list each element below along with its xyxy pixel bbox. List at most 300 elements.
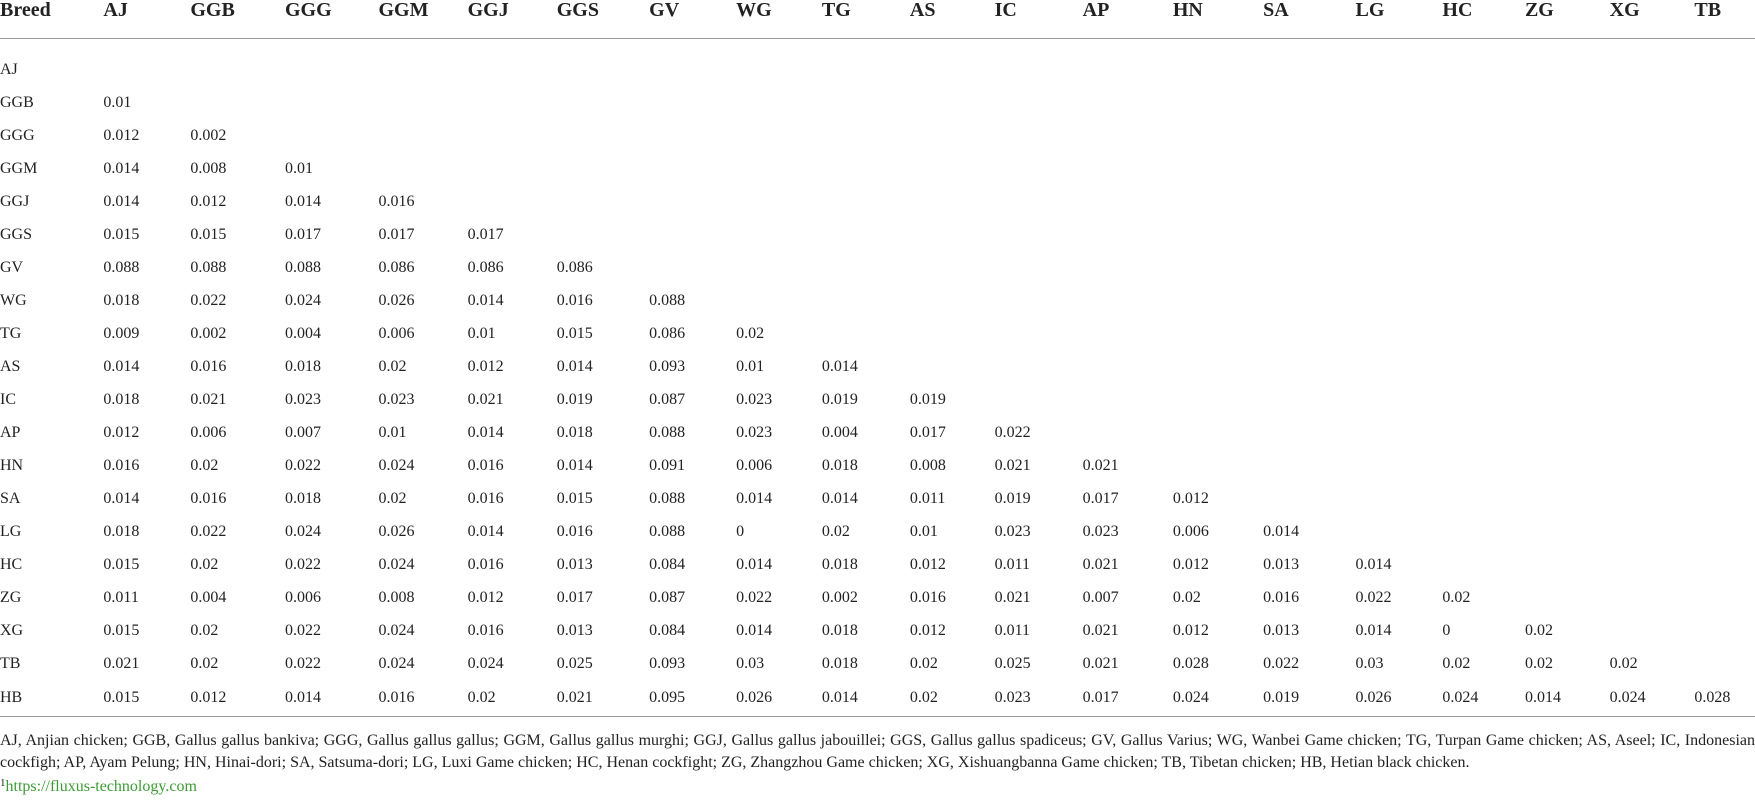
- distance-cell: 0.004: [821, 423, 858, 441]
- distance-cell: [1442, 416, 1525, 449]
- distance-cell: 0.022: [1263, 654, 1300, 672]
- distance-cell: [649, 119, 736, 152]
- distance-cell: [557, 119, 649, 152]
- distance-cell: [1083, 317, 1173, 350]
- table-header: [0, 0, 1755, 39]
- distance-cell: 0.088: [190, 258, 227, 276]
- distance-cell: [1525, 86, 1610, 119]
- distance-cell: 0.086: [467, 258, 504, 276]
- distance-cell: [1442, 39, 1525, 87]
- distance-cell: 0.01: [909, 522, 938, 540]
- distance-cell: [1525, 350, 1610, 383]
- table-row: [0, 350, 1755, 383]
- distance-cell: 0.018: [821, 555, 858, 573]
- distance-cell: [649, 86, 736, 119]
- distance-cell: [468, 86, 557, 119]
- distance-cell: 0.016: [1263, 588, 1300, 606]
- header-col-hn: HN: [1173, 0, 1263, 39]
- distance-cell: 0.016: [190, 357, 227, 375]
- distance-cell: 0.019: [1263, 680, 1355, 717]
- distance-cell: [1694, 317, 1755, 350]
- distance-cell: [822, 317, 910, 350]
- distance-cell: 0.014: [467, 423, 504, 441]
- distance-cell: [736, 152, 822, 185]
- distance-cell: [468, 152, 557, 185]
- table-row: [0, 284, 1755, 317]
- distance-cell: 0.01: [284, 159, 313, 177]
- distance-cell: 0.022: [190, 522, 227, 540]
- distance-cell: [378, 39, 467, 87]
- distance-cell: [1263, 218, 1355, 251]
- distance-cell: 0.012: [909, 621, 946, 639]
- distance-cell: 0.016: [467, 621, 504, 639]
- distance-cell: [995, 251, 1083, 284]
- distance-cell: [910, 39, 995, 87]
- distance-cell: [736, 86, 822, 119]
- distance-cell: 0.021: [1082, 555, 1119, 573]
- distance-cell: [1442, 185, 1525, 218]
- distance-cell: 0.016: [556, 522, 593, 540]
- distance-cell: 0.018: [821, 456, 858, 474]
- distance-cell: [1083, 39, 1173, 87]
- distance-cell: [1173, 383, 1263, 416]
- distance-cell: [1173, 416, 1263, 449]
- distance-cell: [1442, 515, 1525, 548]
- distance-cell: 0.014: [103, 192, 140, 210]
- distance-cell: 0.004: [284, 324, 321, 342]
- distance-cell: 0.01: [467, 324, 496, 342]
- distance-cell: 0.014: [467, 522, 504, 540]
- distance-cell: 0.022: [284, 654, 321, 672]
- distance-cell: 0.018: [821, 621, 858, 639]
- row-label: GGS: [0, 225, 33, 243]
- distance-cell: 0.02: [1442, 588, 1471, 606]
- distance-cell: [1442, 350, 1525, 383]
- distance-cell: [1083, 218, 1173, 251]
- row-label: TG: [0, 324, 22, 342]
- row-label: GGG: [0, 126, 35, 144]
- distance-cell: [1442, 449, 1525, 482]
- distance-cell: [1694, 152, 1755, 185]
- distance-cell: 0.019: [556, 390, 593, 408]
- table-row: [0, 581, 1755, 614]
- distance-cell: 0.002: [190, 324, 227, 342]
- fluxus-link[interactable]: https://fluxus-technology.com: [5, 778, 197, 795]
- footnote-link-line: [0, 777, 197, 797]
- distance-cell: [1173, 218, 1263, 251]
- distance-cell: [910, 251, 995, 284]
- distance-cell: 0.01: [103, 93, 132, 111]
- distance-cell: [1173, 185, 1263, 218]
- distance-cell: [1263, 350, 1355, 383]
- distance-cell: [736, 218, 822, 251]
- distance-cell: [1356, 350, 1443, 383]
- distance-cell: 0.02: [190, 621, 219, 639]
- distance-cell: 0.093: [649, 654, 686, 672]
- distance-cell: 0.026: [1356, 680, 1443, 717]
- distance-cell: 0.014: [1263, 522, 1300, 540]
- distance-cell: 0.013: [1263, 621, 1300, 639]
- distance-cell: 0.016: [467, 555, 504, 573]
- distance-cell: [1356, 416, 1443, 449]
- distance-cell: 0.006: [378, 324, 415, 342]
- distance-cell: 0.02: [1609, 654, 1638, 672]
- distance-cell: [1083, 251, 1173, 284]
- distance-cell: 0.017: [556, 588, 593, 606]
- header-col-tb: TB: [1694, 0, 1755, 39]
- distance-cell: 0.025: [556, 654, 593, 672]
- distance-cell: [1694, 350, 1755, 383]
- distance-cell: 0.016: [467, 489, 504, 507]
- distance-cell: 0.008: [909, 456, 946, 474]
- distance-cell: 0.002: [190, 126, 227, 144]
- distance-cell: [1610, 284, 1695, 317]
- distance-cell: 0.084: [649, 621, 686, 639]
- distance-cell: [1263, 482, 1355, 515]
- distance-cell: [822, 39, 910, 87]
- distance-cell: 0.006: [190, 423, 227, 441]
- distance-cell: [736, 284, 822, 317]
- distance-cell: [1525, 383, 1610, 416]
- distance-cell: 0.014: [736, 621, 773, 639]
- row-label: LG: [0, 522, 22, 540]
- distance-cell: 0.014: [821, 357, 858, 375]
- distance-cell: [1525, 482, 1610, 515]
- distance-cell: 0.023: [995, 680, 1083, 717]
- distance-cell: 0.02: [736, 324, 765, 342]
- row-label: ZG: [0, 588, 22, 606]
- table-row: [0, 119, 1755, 152]
- distance-cell: [1173, 119, 1263, 152]
- distance-cell: [1263, 152, 1355, 185]
- distance-cell: 0.014: [1525, 680, 1610, 717]
- distance-cell: 0.028: [1172, 654, 1209, 672]
- distance-cell: [910, 350, 995, 383]
- distance-cell: 0.084: [649, 555, 686, 573]
- distance-cell: 0.021: [557, 680, 649, 717]
- distance-cell: 0.02: [1442, 654, 1471, 672]
- table-row: [0, 548, 1755, 581]
- header-col-xg: XG: [1610, 0, 1695, 39]
- distance-cell: [1442, 119, 1525, 152]
- distance-cell: 0.006: [284, 588, 321, 606]
- distance-cell: 0.024: [284, 522, 321, 540]
- distance-cell: [468, 185, 557, 218]
- distance-cell: [649, 185, 736, 218]
- distance-cell: [1173, 284, 1263, 317]
- distance-cell: 0.012: [909, 555, 946, 573]
- distance-cell: [736, 185, 822, 218]
- distance-cell: 0.03: [736, 654, 765, 672]
- distance-cell: [1694, 185, 1755, 218]
- distance-cell: [1610, 482, 1695, 515]
- distance-cell: 0.091: [649, 456, 686, 474]
- table-row: [0, 152, 1755, 185]
- distance-cell: 0.013: [556, 621, 593, 639]
- row-label: SA: [0, 489, 21, 507]
- distance-cell: 0.014: [103, 159, 140, 177]
- distance-cell: [1356, 284, 1443, 317]
- distance-cell: [1525, 515, 1610, 548]
- distance-cell: 0.028: [1694, 680, 1755, 717]
- distance-cell: [910, 317, 995, 350]
- distance-cell: 0.026: [378, 522, 415, 540]
- distance-cell: 0.017: [284, 225, 321, 243]
- distance-cell: [910, 185, 995, 218]
- distance-cell: 0.012: [190, 680, 285, 717]
- distance-cell: 0.015: [103, 680, 190, 717]
- distance-cell: [285, 119, 379, 152]
- distance-cell: 0: [736, 522, 745, 540]
- distance-cell: 0.024: [1610, 680, 1695, 717]
- distance-cell: [1610, 416, 1695, 449]
- distance-cell: [1173, 317, 1263, 350]
- distance-cell: 0.022: [1355, 588, 1392, 606]
- distance-cell: [285, 86, 379, 119]
- distance-cell: [1525, 119, 1610, 152]
- header-col-ggm: GGM: [378, 0, 467, 39]
- distance-cell: 0.016: [103, 456, 140, 474]
- distance-cell: 0.012: [467, 588, 504, 606]
- distance-cell: [1356, 152, 1443, 185]
- distance-cell: 0.088: [649, 423, 686, 441]
- distance-cell: 0.024: [378, 456, 415, 474]
- footnote-marker: 1: [0, 777, 6, 789]
- header-col-gv: GV: [649, 0, 736, 39]
- distance-cell: [468, 39, 557, 87]
- distance-cell: [822, 251, 910, 284]
- header-col-tg: TG: [822, 0, 910, 39]
- distance-cell: [1442, 251, 1525, 284]
- distance-cell: [1356, 218, 1443, 251]
- distance-cell: [995, 185, 1083, 218]
- distance-cell: 0.014: [284, 192, 321, 210]
- distance-cell: [1083, 284, 1173, 317]
- header-col-hc: HC: [1442, 0, 1525, 39]
- distance-cell: [1525, 185, 1610, 218]
- distance-cell: [1694, 614, 1755, 647]
- distance-cell: 0.018: [556, 423, 593, 441]
- distance-cell: [1694, 383, 1755, 416]
- distance-cell: 0.018: [284, 489, 321, 507]
- distance-cell: 0.019: [994, 489, 1031, 507]
- distance-cell: [1610, 251, 1695, 284]
- distance-cell: 0.014: [736, 489, 773, 507]
- distance-cell: [1173, 86, 1263, 119]
- distance-cell: [1442, 383, 1525, 416]
- distance-cell: [1525, 581, 1610, 614]
- distance-cell: [1525, 416, 1610, 449]
- distance-cell: 0.017: [909, 423, 946, 441]
- distance-cell: 0.022: [284, 456, 321, 474]
- distance-cell: [1610, 383, 1695, 416]
- distance-cell: 0.012: [103, 423, 140, 441]
- row-label: HC: [0, 555, 23, 573]
- distance-cell: [1263, 119, 1355, 152]
- distance-cell: [1694, 119, 1755, 152]
- distance-cell: [822, 119, 910, 152]
- distance-cell: 0.02: [909, 654, 938, 672]
- distance-cell: 0.018: [103, 390, 140, 408]
- header-col-wg: WG: [736, 0, 822, 39]
- distance-cell: [1694, 284, 1755, 317]
- distance-cell: 0.023: [1082, 522, 1119, 540]
- distance-cell: [1442, 482, 1525, 515]
- distance-cell: [822, 86, 910, 119]
- distance-cell: [1442, 218, 1525, 251]
- distance-cell: 0.022: [284, 555, 321, 573]
- distance-cell: [1610, 185, 1695, 218]
- distance-cell: [1263, 185, 1355, 218]
- distance-cell: [1610, 614, 1695, 647]
- distance-cell: [1525, 317, 1610, 350]
- table-row: [0, 251, 1755, 284]
- distance-cell: [1694, 39, 1755, 87]
- row-label: HN: [0, 456, 24, 474]
- distance-cell: 0.014: [556, 456, 593, 474]
- distance-cell: 0.014: [736, 555, 773, 573]
- distance-cell: [1525, 284, 1610, 317]
- distance-cell: 0.016: [467, 456, 504, 474]
- row-label: GGB: [0, 93, 34, 111]
- distance-cell: [822, 185, 910, 218]
- distance-cell: [995, 317, 1083, 350]
- row-label: AS: [0, 357, 21, 375]
- distance-cell: [1356, 449, 1443, 482]
- distance-cell: [822, 284, 910, 317]
- distance-cell: 0.021: [1082, 456, 1119, 474]
- row-label: WG: [0, 291, 27, 309]
- distance-cell: 0.021: [994, 456, 1031, 474]
- distance-cell: [1610, 449, 1695, 482]
- distance-cell: 0.026: [736, 680, 822, 717]
- distance-cell: [1525, 449, 1610, 482]
- distance-cell: [1442, 548, 1525, 581]
- distance-cell: 0.02: [378, 489, 407, 507]
- distance-cell: [1263, 39, 1355, 87]
- table-row: [0, 647, 1755, 680]
- distance-cell: [736, 251, 822, 284]
- table-row: [0, 383, 1755, 416]
- distance-cell: [1263, 251, 1355, 284]
- distance-cell: 0.002: [821, 588, 858, 606]
- distance-cell: 0.024: [378, 654, 415, 672]
- distance-cell: [1610, 119, 1695, 152]
- distance-cell: 0.011: [909, 489, 946, 507]
- distance-cell: 0.011: [994, 621, 1031, 639]
- distance-cell: 0.014: [103, 357, 140, 375]
- distance-cell: 0.018: [821, 654, 858, 672]
- distance-cell: [1694, 218, 1755, 251]
- distance-cell: [1356, 482, 1443, 515]
- distance-cell: 0.007: [284, 423, 321, 441]
- distance-cell: 0.015: [556, 489, 593, 507]
- distance-cell: [649, 152, 736, 185]
- distance-cell: [649, 251, 736, 284]
- distance-cell: 0.02: [190, 555, 219, 573]
- distance-cell: 0.017: [467, 225, 504, 243]
- distance-cell: 0.02: [910, 680, 995, 717]
- distance-cell: 0.018: [103, 291, 140, 309]
- distance-cell: 0.087: [649, 390, 686, 408]
- distance-cell: 0.015: [103, 621, 140, 639]
- distance-cell: [1610, 39, 1695, 87]
- distance-cell: [1173, 39, 1263, 87]
- distance-cell: 0.018: [284, 357, 321, 375]
- row-label: AJ: [0, 60, 18, 78]
- distance-cell: [910, 218, 995, 251]
- row-label: IC: [0, 390, 16, 408]
- row-label: TB: [0, 654, 21, 672]
- distance-cell: 0.016: [378, 192, 415, 210]
- distance-cell: 0.093: [649, 357, 686, 375]
- table-row: [0, 218, 1755, 251]
- distance-cell: 0.022: [190, 291, 227, 309]
- distance-cell: [103, 39, 190, 87]
- distance-cell: 0.011: [103, 588, 139, 606]
- distance-cell: [1610, 350, 1695, 383]
- distance-cell: 0.021: [103, 654, 140, 672]
- distance-cell: 0.015: [556, 324, 593, 342]
- distance-cell: 0.019: [821, 390, 858, 408]
- distance-cell: [1356, 251, 1443, 284]
- header-col-ggb: GGB: [190, 0, 285, 39]
- distance-cell: [557, 152, 649, 185]
- distance-cell: 0.017: [1083, 680, 1173, 717]
- distance-cell: [1356, 317, 1443, 350]
- distance-cell: 0: [1442, 621, 1451, 639]
- distance-cell: 0.008: [378, 588, 415, 606]
- row-label: AP: [0, 423, 21, 441]
- distance-cell: 0.012: [1172, 621, 1209, 639]
- distance-cell: 0.015: [103, 225, 140, 243]
- header-row: [0, 0, 1755, 39]
- distance-cell: 0.017: [378, 225, 415, 243]
- distance-cell: 0.021: [190, 390, 227, 408]
- distance-cell: [1083, 152, 1173, 185]
- distance-cell: [1694, 482, 1755, 515]
- distance-cell: [1173, 251, 1263, 284]
- distance-cell: 0.024: [378, 555, 415, 573]
- table-row: [0, 614, 1755, 647]
- distance-cell: 0.004: [190, 588, 227, 606]
- distance-cell: 0.024: [284, 291, 321, 309]
- distance-cell: 0.024: [378, 621, 415, 639]
- distance-cell: 0.02: [821, 522, 850, 540]
- distance-cell: [1442, 86, 1525, 119]
- distance-cell: 0.006: [1172, 522, 1209, 540]
- distance-cell: 0.023: [284, 390, 321, 408]
- header-col-zg: ZG: [1525, 0, 1610, 39]
- distance-cell: 0.016: [190, 489, 227, 507]
- distance-cell: 0.012: [1172, 489, 1209, 507]
- distance-cell: 0.02: [190, 654, 219, 672]
- header-col-sa: SA: [1263, 0, 1355, 39]
- distance-cell: 0.007: [1082, 588, 1119, 606]
- distance-cell: [1694, 449, 1755, 482]
- distance-cell: [1173, 449, 1263, 482]
- distance-cell: [1356, 39, 1443, 87]
- distance-cell: [649, 218, 736, 251]
- distance-cell: [1263, 86, 1355, 119]
- distance-cell: 0.012: [1172, 555, 1209, 573]
- distance-cell: 0.022: [994, 423, 1031, 441]
- distance-cell: [1610, 581, 1695, 614]
- distance-cell: [1610, 317, 1695, 350]
- table-body: [0, 39, 1755, 717]
- distance-cell: [1610, 86, 1695, 119]
- distance-cell: 0.088: [284, 258, 321, 276]
